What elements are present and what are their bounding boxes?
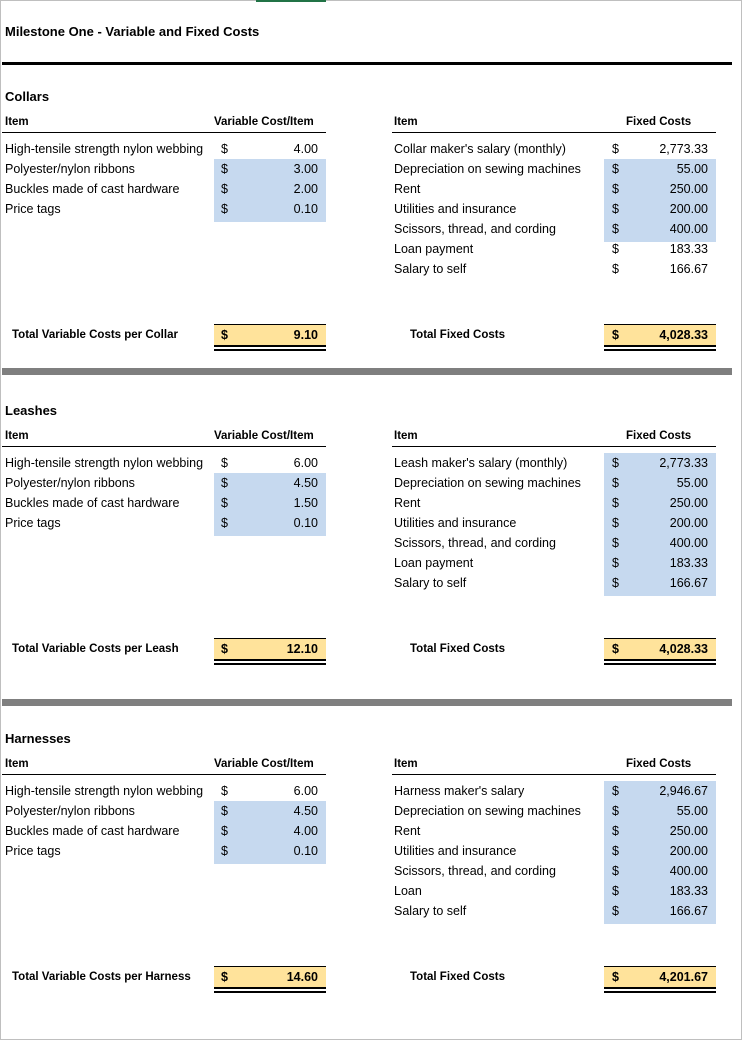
total-underline [214, 345, 326, 347]
active-cell-indicator [256, 0, 326, 2]
variable-cost-value[interactable]: 0.10 [293, 844, 318, 858]
fixed-item-label: Scissors, thread, and cording [394, 222, 556, 236]
fixed-cost-value[interactable]: 166.67 [669, 262, 708, 276]
fixed-item-label: Leash maker's salary (monthly) [394, 456, 568, 470]
fixed-costs-header: Fixed Costs [626, 116, 692, 128]
fixed-item-label: Loan payment [394, 556, 474, 570]
variable-item-label: Polyester/nylon ribbons [5, 162, 135, 176]
variable-cost-header: Variable Cost/Item [214, 430, 314, 442]
currency-symbol: $ [612, 536, 619, 550]
variable-cost-value[interactable]: 4.00 [293, 142, 318, 156]
variable-item-label: Price tags [5, 844, 61, 858]
fixed-cost-value[interactable]: 55.00 [676, 162, 708, 176]
currency-symbol: $ [221, 456, 228, 470]
total-fixed-value[interactable]: 4,028.33 [659, 328, 708, 342]
fixed-cost-value[interactable]: 250.00 [669, 182, 708, 196]
variable-item-label: High-tensile strength nylon webbing [5, 142, 204, 156]
variable-item-header: Item [5, 758, 29, 770]
currency-symbol: $ [612, 222, 619, 236]
variable-cost-value[interactable]: 4.50 [293, 476, 318, 490]
header-underline [2, 774, 326, 775]
currency-symbol: $ [221, 162, 228, 176]
fixed-item-label: Scissors, thread, and cording [394, 536, 556, 550]
total-fixed-label: Total Fixed Costs [410, 971, 505, 983]
currency-symbol: $ [612, 142, 619, 156]
currency-symbol: $ [221, 476, 228, 490]
fixed-cost-value[interactable]: 55.00 [676, 804, 708, 818]
header-underline [2, 446, 326, 447]
currency-symbol: $ [612, 202, 619, 216]
currency-symbol: $ [612, 784, 619, 798]
currency-symbol: $ [221, 784, 228, 798]
variable-cost-value[interactable]: 1.50 [293, 496, 318, 510]
currency-symbol: $ [612, 884, 619, 898]
variable-cost-value[interactable]: 0.10 [293, 202, 318, 216]
fixed-cost-value[interactable]: 400.00 [669, 222, 708, 236]
variable-item-label: Buckles made of cast hardware [5, 496, 180, 510]
fixed-cost-value[interactable]: 166.67 [669, 904, 708, 918]
total-underline [604, 987, 716, 989]
variable-item-label: Polyester/nylon ribbons [5, 804, 135, 818]
variable-item-label: Polyester/nylon ribbons [5, 476, 135, 490]
section-title: Collars [5, 89, 50, 104]
total-fixed-value[interactable]: 4,201.67 [659, 970, 708, 984]
total-variable-label: Total Variable Costs per Collar [12, 329, 178, 341]
fixed-item-label: Utilities and insurance [394, 516, 517, 530]
currency-symbol: $ [612, 182, 619, 196]
total-variable-value[interactable]: 14.60 [286, 970, 318, 984]
currency-symbol: $ [612, 642, 619, 656]
fixed-cost-value[interactable]: 200.00 [669, 202, 708, 216]
currency-symbol: $ [612, 456, 619, 470]
currency-symbol: $ [221, 804, 228, 818]
total-variable-label: Total Variable Costs per Harness [12, 971, 191, 983]
total-underline [604, 663, 716, 665]
section-divider [2, 699, 732, 706]
currency-symbol: $ [612, 576, 619, 590]
fixed-cost-value[interactable]: 183.33 [669, 884, 708, 898]
page-title: Milestone One - Variable and Fixed Costs [5, 24, 260, 39]
fixed-item-label: Depreciation on sewing machines [394, 162, 581, 176]
currency-symbol: $ [612, 970, 619, 984]
currency-symbol: $ [221, 182, 228, 196]
currency-symbol: $ [612, 804, 619, 818]
fixed-costs-header: Fixed Costs [626, 430, 692, 442]
total-underline [214, 663, 326, 665]
variable-cost-value[interactable]: 4.50 [293, 804, 318, 818]
variable-item-header: Item [5, 116, 29, 128]
variable-item-label: Price tags [5, 202, 61, 216]
currency-symbol: $ [612, 262, 619, 276]
fixed-item-header: Item [394, 116, 418, 128]
fixed-item-label: Scissors, thread, and cording [394, 864, 556, 878]
variable-cost-value[interactable]: 3.00 [293, 162, 318, 176]
variable-item-label: Price tags [5, 516, 61, 530]
variable-cost-value[interactable]: 2.00 [293, 182, 318, 196]
currency-symbol: $ [612, 904, 619, 918]
fixed-cost-value[interactable]: 183.33 [669, 556, 708, 570]
section-title: Leashes [5, 403, 58, 418]
fixed-cost-value[interactable]: 55.00 [676, 476, 708, 490]
total-variable-value[interactable]: 9.10 [293, 328, 318, 342]
fixed-item-label: Depreciation on sewing machines [394, 476, 581, 490]
currency-symbol: $ [221, 142, 228, 156]
total-fixed-label: Total Fixed Costs [410, 643, 505, 655]
fixed-cost-value[interactable]: 250.00 [669, 496, 708, 510]
total-fixed-value[interactable]: 4,028.33 [659, 642, 708, 656]
total-underline [604, 659, 716, 661]
variable-cost-value[interactable]: 0.10 [293, 516, 318, 530]
currency-symbol: $ [612, 242, 619, 256]
currency-symbol: $ [612, 516, 619, 530]
currency-symbol: $ [221, 202, 228, 216]
variable-item-label: Buckles made of cast hardware [5, 182, 180, 196]
fixed-item-label: Harness maker's salary [394, 784, 525, 798]
fixed-cost-value[interactable]: 200.00 [669, 844, 708, 858]
variable-cost-value[interactable]: 4.00 [293, 824, 318, 838]
total-underline [214, 987, 326, 989]
section-title: Harnesses [5, 731, 71, 746]
currency-symbol: $ [612, 496, 619, 510]
total-underline [214, 659, 326, 661]
total-underline [214, 991, 326, 993]
variable-cost-value[interactable]: 6.00 [293, 784, 318, 798]
total-fixed-label: Total Fixed Costs [410, 329, 505, 341]
currency-symbol: $ [221, 516, 228, 530]
header-underline [392, 132, 716, 133]
fixed-costs-header: Fixed Costs [626, 758, 692, 770]
fixed-cost-value[interactable]: 2,773.33 [659, 456, 708, 470]
fixed-item-label: Depreciation on sewing machines [394, 804, 581, 818]
fixed-cost-value[interactable]: 2,773.33 [659, 142, 708, 156]
fixed-item-label: Salary to self [394, 576, 467, 590]
currency-symbol: $ [221, 496, 228, 510]
currency-symbol: $ [221, 970, 228, 984]
fixed-cost-value[interactable]: 183.33 [669, 242, 708, 256]
total-variable-value[interactable]: 12.10 [286, 642, 318, 656]
fixed-item-label: Rent [394, 824, 421, 838]
fixed-item-label: Salary to self [394, 262, 467, 276]
currency-symbol: $ [221, 642, 228, 656]
currency-symbol: $ [612, 864, 619, 878]
fixed-cost-value[interactable]: 400.00 [669, 864, 708, 878]
fixed-item-label: Rent [394, 182, 421, 196]
variable-item-header: Item [5, 430, 29, 442]
currency-symbol: $ [612, 476, 619, 490]
header-underline [2, 132, 326, 133]
total-variable-label: Total Variable Costs per Leash [12, 643, 179, 655]
fixed-item-label: Salary to self [394, 904, 467, 918]
fixed-item-label: Collar maker's salary (monthly) [394, 142, 566, 156]
currency-symbol: $ [612, 824, 619, 838]
fixed-item-header: Item [394, 758, 418, 770]
fixed-item-label: Rent [394, 496, 421, 510]
variable-cost-value[interactable]: 6.00 [293, 456, 318, 470]
fixed-cost-value[interactable]: 400.00 [669, 536, 708, 550]
total-underline [604, 349, 716, 351]
currency-symbol: $ [221, 328, 228, 342]
fixed-cost-value[interactable]: 200.00 [669, 516, 708, 530]
total-underline [604, 345, 716, 347]
currency-symbol: $ [612, 162, 619, 176]
title-divider [2, 62, 732, 65]
section-divider [2, 368, 732, 375]
fixed-cost-value[interactable]: 2,946.67 [659, 784, 708, 798]
header-underline [392, 446, 716, 447]
currency-symbol: $ [612, 844, 619, 858]
currency-symbol: $ [221, 824, 228, 838]
variable-cost-header: Variable Cost/Item [214, 116, 314, 128]
currency-symbol: $ [221, 844, 228, 858]
fixed-item-label: Utilities and insurance [394, 202, 517, 216]
fixed-item-header: Item [394, 430, 418, 442]
fixed-item-label: Loan [394, 884, 422, 898]
currency-symbol: $ [612, 556, 619, 570]
header-underline [392, 774, 716, 775]
total-underline [604, 991, 716, 993]
fixed-cost-value[interactable]: 166.67 [669, 576, 708, 590]
fixed-item-label: Utilities and insurance [394, 844, 517, 858]
fixed-cost-value[interactable]: 250.00 [669, 824, 708, 838]
total-underline [214, 349, 326, 351]
variable-item-label: High-tensile strength nylon webbing [5, 456, 204, 470]
variable-item-label: High-tensile strength nylon webbing [5, 784, 204, 798]
fixed-item-label: Loan payment [394, 242, 474, 256]
variable-item-label: Buckles made of cast hardware [5, 824, 180, 838]
variable-cost-header: Variable Cost/Item [214, 758, 314, 770]
currency-symbol: $ [612, 328, 619, 342]
